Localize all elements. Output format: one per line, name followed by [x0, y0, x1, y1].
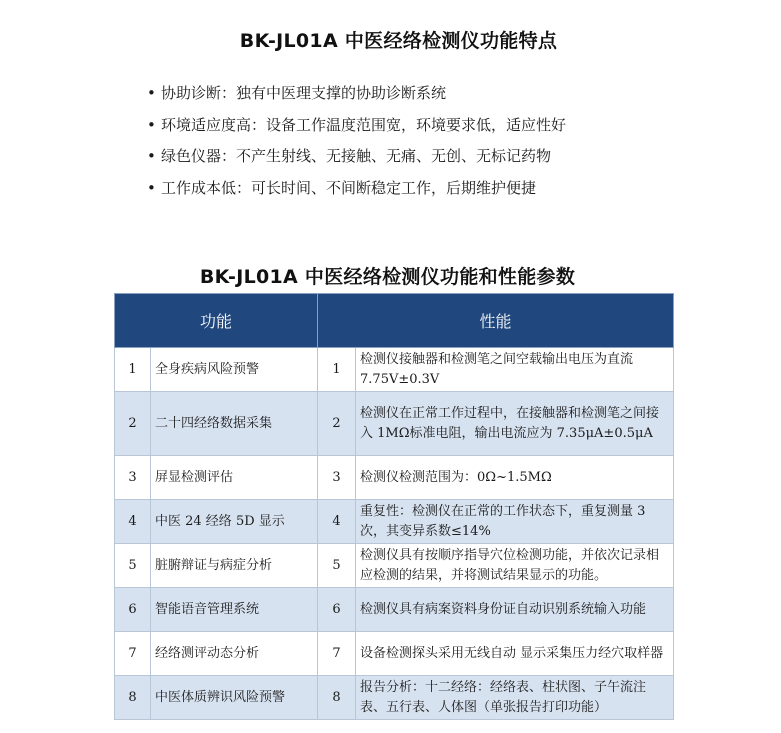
function-number: 2	[115, 392, 151, 456]
function-number: 1	[115, 348, 151, 392]
performance-cell: 检测仪具有按顺序指导穴位检测功能，并依次记录相应检测的结果，并将测试结果显示的功能。	[356, 544, 674, 588]
table-row	[115, 392, 674, 456]
performance-cell: 检测仪在正常工作过程中，在接触器和检测笔之间接入 1MΩ标准电阻，输出电流应为 7.35μA±0.5μA	[356, 392, 674, 456]
params-table	[114, 293, 674, 720]
performance-number: 6	[318, 588, 356, 632]
performance-number: 4	[318, 500, 356, 544]
table-row	[115, 588, 674, 632]
performance-number: 2	[318, 392, 356, 456]
feature-text: 工作成本低：可长时间、不间断稳定工作，后期维护便捷	[161, 178, 537, 197]
function-cell: 中医 24 经络 5D 显示	[151, 500, 318, 544]
performance-number: 3	[318, 456, 356, 500]
function-number: 7	[115, 632, 151, 676]
performance-number: 8	[318, 676, 356, 720]
performance-cell: 设备检测探头采用无线自动 显示采集压力经穴取样器	[356, 632, 674, 676]
function-cell: 智能语音管理系统	[151, 588, 318, 632]
function-number: 3	[115, 456, 151, 500]
function-number: 6	[115, 588, 151, 632]
table-row	[115, 456, 674, 500]
feature-item	[147, 110, 566, 142]
performance-number: 1	[318, 348, 356, 392]
table-row	[115, 676, 674, 720]
feature-list	[147, 78, 566, 204]
bullet-icon: •	[147, 84, 156, 102]
feature-text: 环境适应度高：设备工作温度范围宽，环境要求低，适应性好	[161, 115, 567, 134]
feature-text: 绿色仪器：不产生射线、无接触、无痛、无创、无标记药物	[161, 147, 552, 165]
function-cell: 经络测评动态分析	[151, 632, 318, 676]
function-number: 5	[115, 544, 151, 588]
params-title: BK-JL01A 中医经络检测仪功能和性能参数	[199, 266, 576, 288]
table-row	[115, 500, 674, 544]
feature-item	[147, 78, 566, 110]
performance-number: 5	[318, 544, 356, 588]
header-function: 功能	[115, 294, 318, 348]
table-row	[115, 632, 674, 676]
function-cell: 二十四经络数据采集	[151, 392, 318, 456]
bullet-icon: •	[147, 115, 156, 134]
table-row	[115, 544, 674, 588]
features-title: BK-JL01A 中医经络检测仪功能特点	[239, 30, 558, 52]
performance-cell: 检测仪检测范围为：0Ω~1.5MΩ	[356, 456, 674, 500]
bullet-icon: •	[147, 178, 156, 197]
performance-cell: 检测仪接触器和检测笔之间空载输出电压为直流 7.75V±0.3V	[356, 348, 674, 392]
performance-cell: 重复性：检测仪在正常的工作状态下，重复测量 3 次，其变异系数≤14%	[356, 500, 674, 544]
table-header-row	[115, 294, 674, 348]
feature-text: 协助诊断：独有中医理支撑的协助诊断系统	[161, 84, 447, 102]
function-number: 4	[115, 500, 151, 544]
performance-cell: 报告分析：十二经络：经络表、柱状图、子午流注表、五行表、人体图（单张报告打印功能）	[356, 676, 674, 720]
performance-number: 7	[318, 632, 356, 676]
function-cell: 全身疾病风险预警	[151, 348, 318, 392]
function-cell: 脏腑辩证与病症分析	[151, 544, 318, 588]
performance-cell: 检测仪具有病案资料身份证自动识别系统输入功能	[356, 588, 674, 632]
bullet-icon: •	[147, 147, 156, 165]
feature-item	[147, 141, 566, 173]
feature-item	[147, 173, 566, 205]
function-cell: 屏显检测评估	[151, 456, 318, 500]
function-number: 8	[115, 676, 151, 720]
table-row	[115, 348, 674, 392]
function-cell: 中医体质辨识风险预警	[151, 676, 318, 720]
header-performance: 性能	[318, 294, 674, 348]
